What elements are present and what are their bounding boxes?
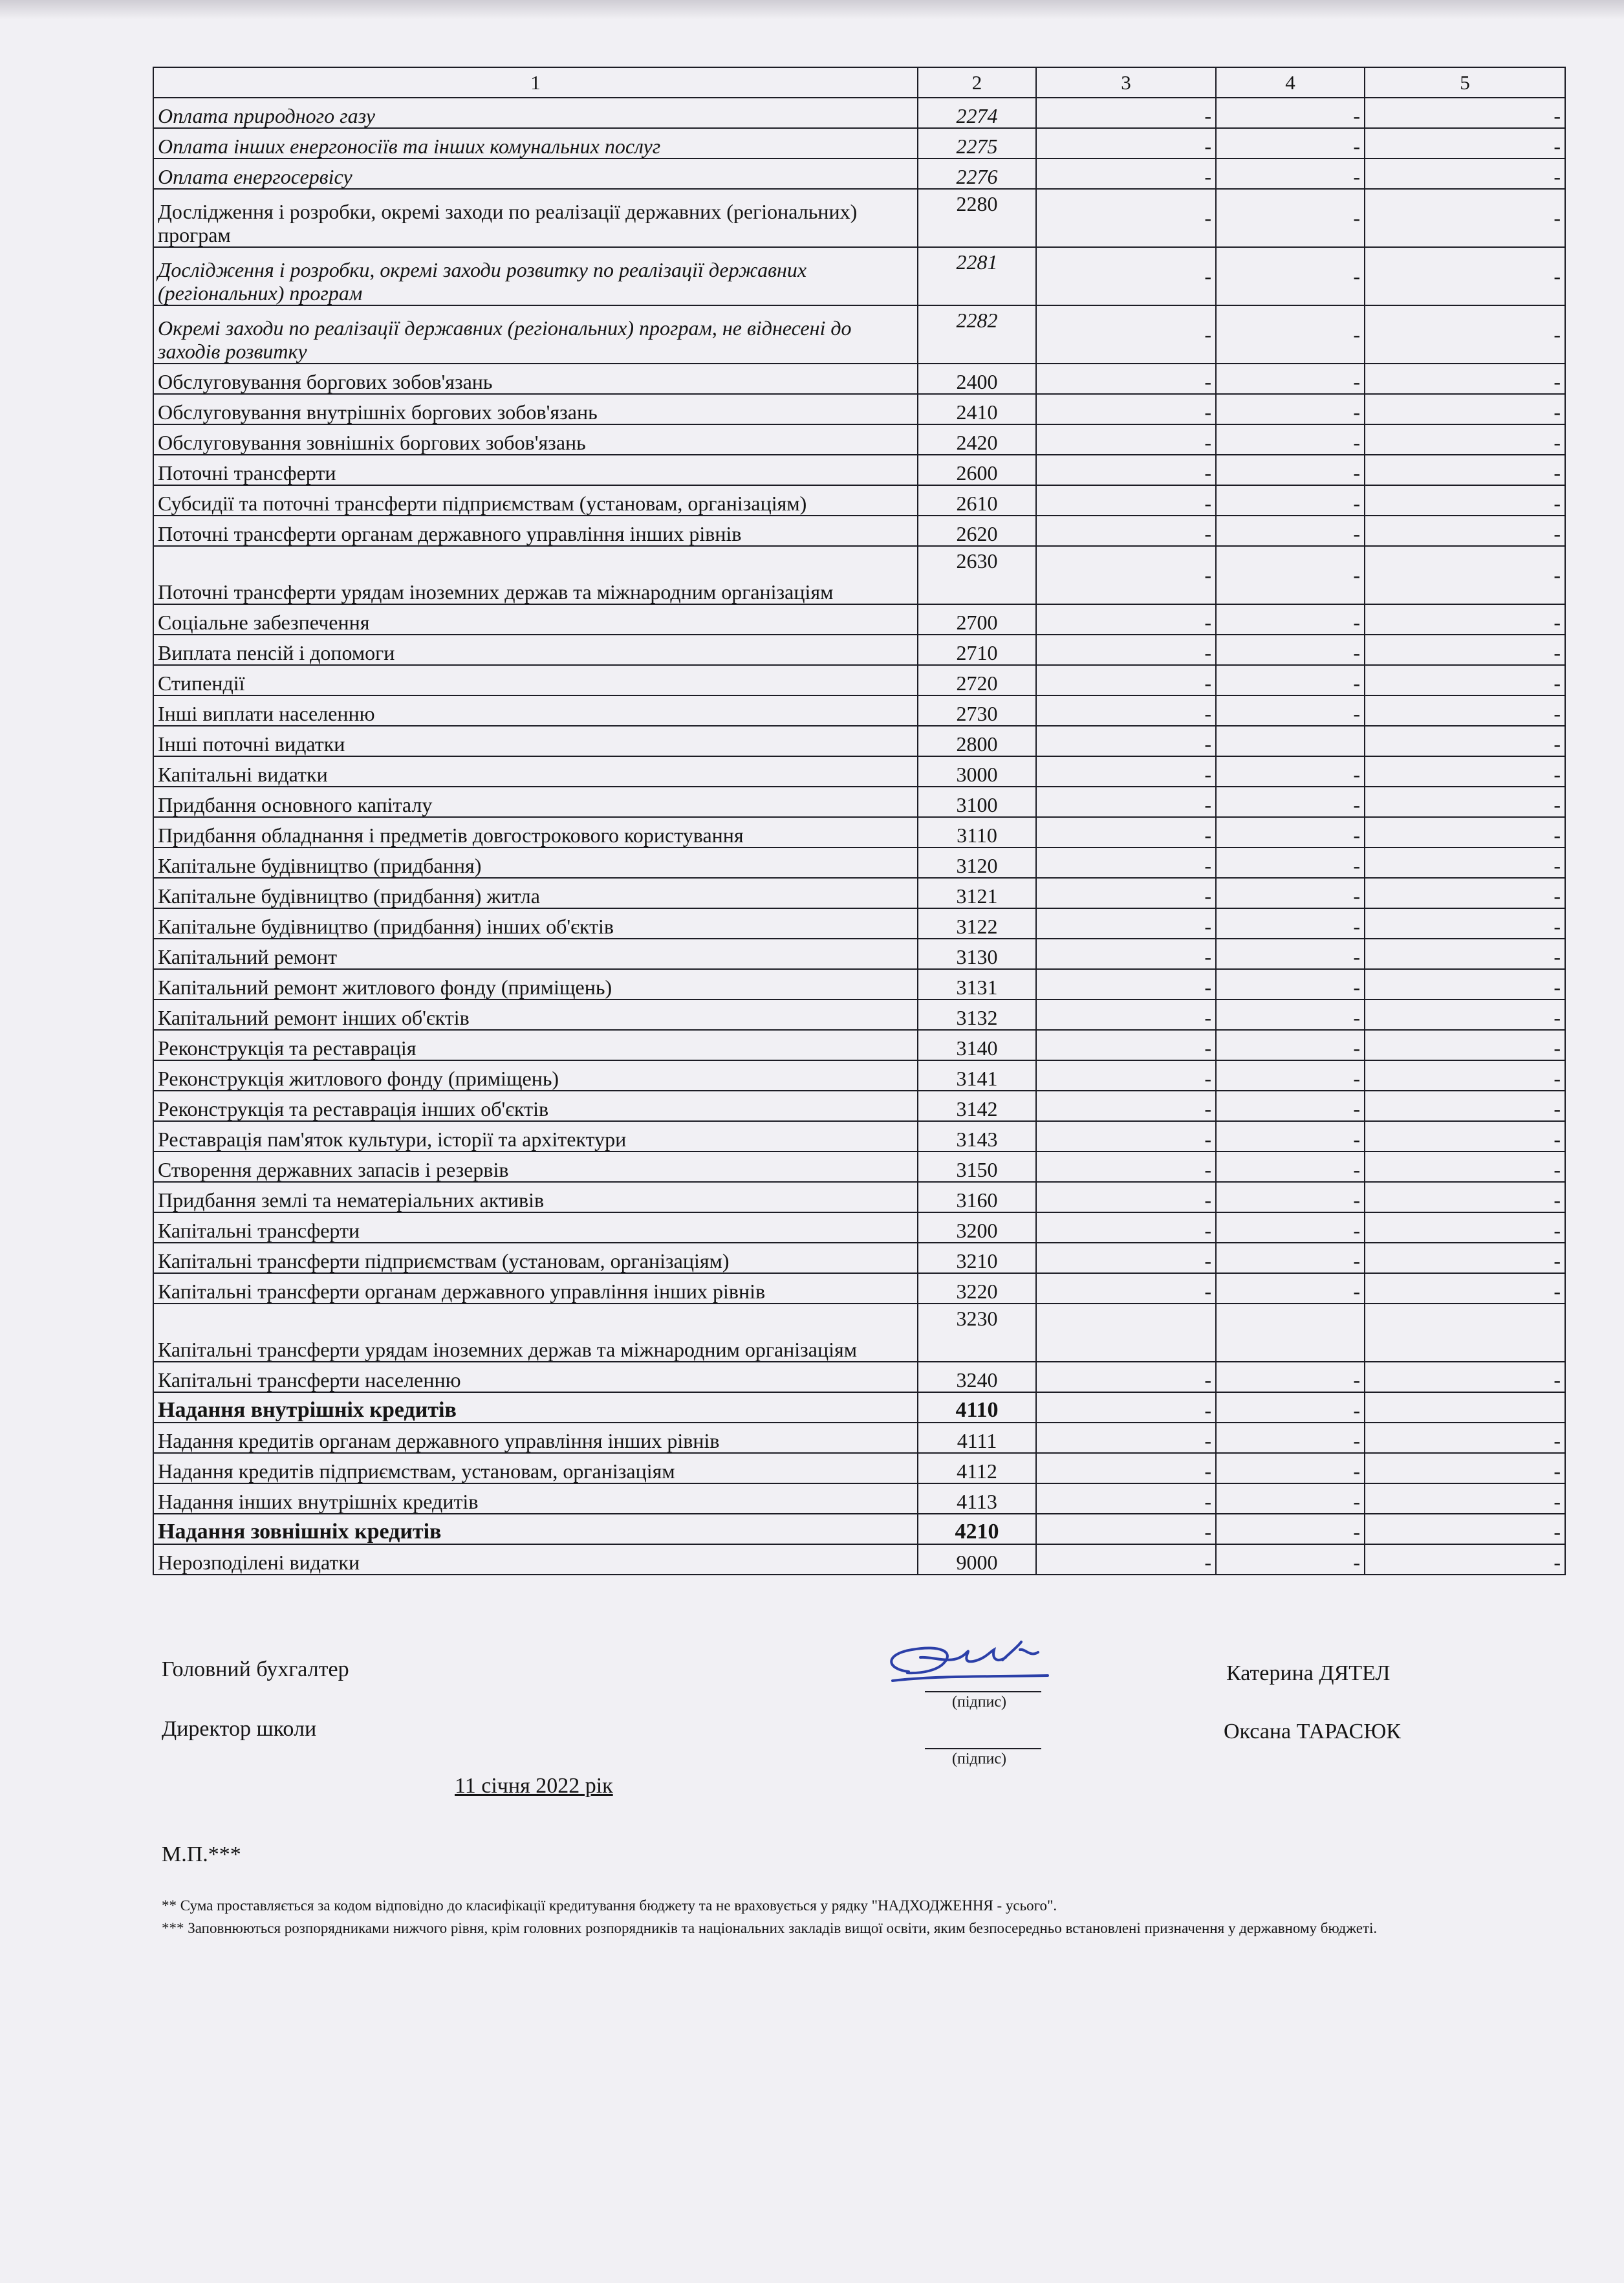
table-row (153, 1392, 1565, 1423)
row-value-col5: - (1365, 1212, 1565, 1243)
signature-caption: (підпис) (952, 1751, 1007, 1767)
row-name-cell: Поточні трансферти (153, 455, 918, 485)
row-code-cell: 3110 (918, 817, 1036, 847)
row-value-col3: - (1036, 1060, 1216, 1091)
row-code-cell: 3141 (918, 1060, 1036, 1091)
table-row (153, 1243, 1565, 1273)
row-value-col4: - (1216, 98, 1365, 128)
row-value-col4: - (1216, 847, 1365, 878)
row-value-col4: - (1216, 455, 1365, 485)
row-name-cell: Субсидії та поточні трансферти підприємствам (установам, організаціям) (153, 485, 918, 516)
row-value-col5: - (1365, 305, 1565, 364)
row-value-col5: - (1365, 1544, 1565, 1575)
expenditure-table (153, 67, 1566, 1575)
row-name-cell: Інші виплати населенню (153, 695, 918, 726)
row-value-col4: - (1216, 695, 1365, 726)
row-value-col3: - (1036, 1544, 1216, 1575)
table-row (153, 878, 1565, 908)
row-value-col3: - (1036, 1182, 1216, 1212)
row-value-col3: - (1036, 939, 1216, 969)
table-row (153, 817, 1565, 847)
footnote-2: *** Заповнюються розпорядниками нижчого рівня, крім головних розпорядників та національних закладів вищої освіти, яким безпосередньо встановлені призначення у державному бюджеті. (162, 1920, 1378, 1936)
row-value-col5: - (1365, 1362, 1565, 1392)
row-value-col5: - (1365, 546, 1565, 604)
row-code-cell: 2720 (918, 665, 1036, 695)
row-value-col3: - (1036, 158, 1216, 189)
row-value-col3: - (1036, 817, 1216, 847)
row-value-col4: - (1216, 424, 1365, 455)
table-row (153, 756, 1565, 787)
table-row (153, 1423, 1565, 1453)
row-value-col3: - (1036, 189, 1216, 247)
row-value-col5: - (1365, 189, 1565, 247)
row-value-col4: - (1216, 247, 1365, 305)
row-name-cell: Капітальні трансферти урядам іноземних держав та міжнародним організаціям (153, 1304, 918, 1362)
table-row (153, 1304, 1565, 1362)
row-value-col5: - (1365, 424, 1565, 455)
row-value-col5: - (1365, 1453, 1565, 1483)
row-value-col4: - (1216, 1453, 1365, 1483)
row-code-cell: 2282 (918, 305, 1036, 364)
row-value-col4: - (1216, 189, 1365, 247)
column-header: 2 (918, 67, 1036, 98)
row-code-cell: 2410 (918, 394, 1036, 424)
row-name-cell: Надання кредитів органам державного управління інших рівнів (153, 1423, 918, 1453)
row-code-cell: 4112 (918, 1453, 1036, 1483)
table-row (153, 908, 1565, 939)
row-value-col3: - (1036, 1423, 1216, 1453)
row-value-col5: - (1365, 665, 1565, 695)
row-name-cell: Капітальні видатки (153, 756, 918, 787)
row-value-col4: - (1216, 604, 1365, 635)
row-value-col3: - (1036, 128, 1216, 158)
row-value-col5: - (1365, 394, 1565, 424)
footnote-1: ** Сума проставляється за кодом відповідно до класифікації кредитування бюджету та не враховується у рядку "НАДХОДЖЕННЯ - усього". (162, 1897, 1057, 1914)
row-name-cell: Надання кредитів підприємствам, установам, організаціям (153, 1453, 918, 1483)
director-title: Директор школи (162, 1717, 317, 1741)
row-name-cell: Обслуговування боргових зобов'язань (153, 364, 918, 394)
table-row (153, 394, 1565, 424)
row-value-col4: - (1216, 1030, 1365, 1060)
row-value-col3: - (1036, 247, 1216, 305)
table-row (153, 247, 1565, 305)
row-value-col4: - (1216, 1544, 1365, 1575)
row-value-col5: - (1365, 726, 1565, 756)
row-value-col5: - (1365, 787, 1565, 817)
row-value-col3: - (1036, 908, 1216, 939)
row-value-col3: - (1036, 546, 1216, 604)
table-row (153, 1091, 1565, 1121)
row-name-cell: Поточні трансферти органам державного управління інших рівнів (153, 516, 918, 546)
row-value-col3: - (1036, 756, 1216, 787)
row-code-cell: 3140 (918, 1030, 1036, 1060)
table-header-row (153, 67, 1565, 98)
row-value-col3: - (1036, 98, 1216, 128)
row-code-cell: 2620 (918, 516, 1036, 546)
row-code-cell: 2610 (918, 485, 1036, 516)
table-row (153, 1453, 1565, 1483)
row-value-col3: - (1036, 455, 1216, 485)
table-row (153, 485, 1565, 516)
table-row (153, 695, 1565, 726)
table-row (153, 939, 1565, 969)
row-value-col4: - (1216, 1243, 1365, 1273)
table-row (153, 1182, 1565, 1212)
row-name-cell: Надання внутрішніх кредитів (153, 1392, 918, 1423)
row-name-cell: Капітальний ремонт житлового фонду (приміщень) (153, 969, 918, 999)
column-header: 3 (1036, 67, 1216, 98)
row-name-cell: Капітальні трансферти органам державного управління інших рівнів (153, 1273, 918, 1304)
row-value-col5 (1365, 1392, 1565, 1423)
table-row (153, 1483, 1565, 1514)
table-row (153, 1273, 1565, 1304)
row-code-cell: 3121 (918, 878, 1036, 908)
row-code-cell: 3131 (918, 969, 1036, 999)
row-value-col3: - (1036, 1392, 1216, 1423)
row-value-col3: - (1036, 695, 1216, 726)
row-name-cell: Стипендії (153, 665, 918, 695)
row-code-cell: 4111 (918, 1423, 1036, 1453)
row-value-col5: - (1365, 817, 1565, 847)
row-value-col4: - (1216, 516, 1365, 546)
row-value-col4: - (1216, 665, 1365, 695)
row-code-cell: 9000 (918, 1544, 1036, 1575)
row-value-col5: - (1365, 1121, 1565, 1152)
row-code-cell: 3142 (918, 1091, 1036, 1121)
row-name-cell: Придбання землі та нематеріальних активів (153, 1182, 918, 1212)
row-value-col4: - (1216, 1362, 1365, 1392)
row-value-col4: - (1216, 394, 1365, 424)
row-name-cell: Обслуговування внутрішніх боргових зобов'язань (153, 394, 918, 424)
row-value-col3: - (1036, 1483, 1216, 1514)
row-value-col4: - (1216, 1423, 1365, 1453)
row-name-cell: Оплата енергосервісу (153, 158, 918, 189)
row-value-col4: - (1216, 756, 1365, 787)
row-name-cell: Дослідження і розробки, окремі заходи розвитку по реалізації державних (регіональних) програм (153, 247, 918, 305)
row-value-col4: - (1216, 635, 1365, 665)
row-value-col3: - (1036, 1453, 1216, 1483)
table-row (153, 158, 1565, 189)
row-value-col4: - (1216, 817, 1365, 847)
row-value-col3: - (1036, 485, 1216, 516)
row-name-cell: Обслуговування зовнішніх боргових зобов'язань (153, 424, 918, 455)
row-code-cell: 3220 (918, 1273, 1036, 1304)
row-name-cell: Капітальні трансферти підприємствам (установам, організаціям) (153, 1243, 918, 1273)
row-value-col5: - (1365, 847, 1565, 878)
row-value-col4: - (1216, 485, 1365, 516)
row-value-col3: - (1036, 1121, 1216, 1152)
row-value-col4 (1216, 726, 1365, 756)
row-value-col5: - (1365, 1091, 1565, 1121)
row-value-col3: - (1036, 635, 1216, 665)
row-value-col4: - (1216, 1212, 1365, 1243)
row-value-col3: - (1036, 726, 1216, 756)
row-value-col5: - (1365, 939, 1565, 969)
row-value-col3: - (1036, 1212, 1216, 1243)
table-row (153, 455, 1565, 485)
row-name-cell: Створення державних запасів і резервів (153, 1152, 918, 1182)
row-code-cell: 3200 (918, 1212, 1036, 1243)
row-code-cell: 2730 (918, 695, 1036, 726)
row-value-col5: - (1365, 635, 1565, 665)
table-row (153, 1060, 1565, 1091)
row-code-cell: 3132 (918, 999, 1036, 1030)
row-value-col4: - (1216, 1514, 1365, 1544)
row-value-col5: - (1365, 485, 1565, 516)
row-code-cell: 2275 (918, 128, 1036, 158)
row-code-cell: 2700 (918, 604, 1036, 635)
table-row (153, 604, 1565, 635)
column-header: 5 (1365, 67, 1565, 98)
row-value-col3: - (1036, 969, 1216, 999)
row-value-col4: - (1216, 969, 1365, 999)
row-code-cell: 2630 (918, 546, 1036, 604)
row-name-cell: Реконструкція житлового фонду (приміщень) (153, 1060, 918, 1091)
row-value-col3: - (1036, 1273, 1216, 1304)
row-value-col5: - (1365, 908, 1565, 939)
table-row (153, 546, 1565, 604)
table-row (153, 999, 1565, 1030)
row-value-col3: - (1036, 847, 1216, 878)
table-row (153, 635, 1565, 665)
row-value-col3: - (1036, 999, 1216, 1030)
row-value-col4: - (1216, 158, 1365, 189)
row-code-cell: 3230 (918, 1304, 1036, 1362)
row-name-cell: Капітальний ремонт інших об'єктів (153, 999, 918, 1030)
row-name-cell: Капітальний ремонт (153, 939, 918, 969)
row-code-cell: 3210 (918, 1243, 1036, 1273)
row-name-cell: Дослідження і розробки, окремі заходи по реалізації державних (регіональних) програм (153, 189, 918, 247)
row-value-col4: - (1216, 128, 1365, 158)
row-value-col5: - (1365, 1152, 1565, 1182)
row-name-cell: Капітальне будівництво (придбання) (153, 847, 918, 878)
row-code-cell: 2280 (918, 189, 1036, 247)
table-row (153, 1514, 1565, 1544)
row-name-cell: Нерозподілені видатки (153, 1544, 918, 1575)
row-value-col3 (1036, 1304, 1216, 1362)
row-name-cell: Реставрація пам'яток культури, історії та архітектури (153, 1121, 918, 1152)
row-code-cell: 3000 (918, 756, 1036, 787)
table-row (153, 424, 1565, 455)
director-name: Оксана ТАРАСЮК (1224, 1720, 1401, 1743)
row-value-col3: - (1036, 516, 1216, 546)
table-row (153, 98, 1565, 128)
row-name-cell: Надання інших внутрішніх кредитів (153, 1483, 918, 1514)
row-value-col5: - (1365, 1243, 1565, 1273)
table-row (153, 1152, 1565, 1182)
row-code-cell: 2800 (918, 726, 1036, 756)
row-value-col5: - (1365, 1423, 1565, 1453)
row-value-col5: - (1365, 1483, 1565, 1514)
table-row (153, 1362, 1565, 1392)
row-code-cell: 2274 (918, 98, 1036, 128)
row-value-col5: - (1365, 1273, 1565, 1304)
table-row (153, 787, 1565, 817)
row-name-cell: Капітальне будівництво (придбання) житла (153, 878, 918, 908)
row-name-cell: Капітальні трансферти населенню (153, 1362, 918, 1392)
row-value-col5 (1365, 1304, 1565, 1362)
row-value-col5: - (1365, 158, 1565, 189)
row-value-col5: - (1365, 1030, 1565, 1060)
table-row (153, 847, 1565, 878)
row-value-col3: - (1036, 1030, 1216, 1060)
row-code-cell: 3122 (918, 908, 1036, 939)
row-code-cell: 2420 (918, 424, 1036, 455)
row-value-col5: - (1365, 1060, 1565, 1091)
row-value-col5: - (1365, 999, 1565, 1030)
row-value-col4: - (1216, 1392, 1365, 1423)
row-value-col5: - (1365, 756, 1565, 787)
row-value-col3: - (1036, 604, 1216, 635)
signature-caption: (підпис) (952, 1694, 1007, 1710)
handwritten-signature (883, 1638, 1051, 1690)
row-name-cell: Соціальне забезпечення (153, 604, 918, 635)
row-value-col5: - (1365, 1514, 1565, 1544)
chief-accountant-name: Катерина ДЯТЕЛ (1226, 1661, 1391, 1685)
row-code-cell: 3130 (918, 939, 1036, 969)
table-row (153, 1212, 1565, 1243)
row-value-col3: - (1036, 1514, 1216, 1544)
row-value-col5: - (1365, 516, 1565, 546)
table-row (153, 189, 1565, 247)
row-code-cell: 3240 (918, 1362, 1036, 1392)
row-value-col4: - (1216, 908, 1365, 939)
row-value-col5: - (1365, 878, 1565, 908)
row-value-col5: - (1365, 364, 1565, 394)
row-code-cell: 2281 (918, 247, 1036, 305)
table-row (153, 516, 1565, 546)
table-row (153, 969, 1565, 999)
row-code-cell: 3143 (918, 1121, 1036, 1152)
row-code-cell: 2710 (918, 635, 1036, 665)
table-row (153, 726, 1565, 756)
row-value-col3: - (1036, 1152, 1216, 1182)
row-name-cell: Поточні трансферти урядам іноземних держав та міжнародним організаціям (153, 546, 918, 604)
row-value-col5: - (1365, 604, 1565, 635)
table-row (153, 364, 1565, 394)
row-value-col5: - (1365, 455, 1565, 485)
stamp-place: М.П.*** (162, 1842, 241, 1866)
report-date: 11 січня 2022 рік (455, 1774, 613, 1798)
row-name-cell: Виплата пенсій і допомоги (153, 635, 918, 665)
row-name-cell: Придбання обладнання і предметів довгострокового користування (153, 817, 918, 847)
row-value-col3: - (1036, 1091, 1216, 1121)
row-name-cell: Оплата природного газу (153, 98, 918, 128)
row-name-cell: Капітальне будівництво (придбання) інших об'єктів (153, 908, 918, 939)
row-value-col4 (1216, 1304, 1365, 1362)
row-value-col4: - (1216, 878, 1365, 908)
row-name-cell: Придбання основного капіталу (153, 787, 918, 817)
row-value-col4: - (1216, 1060, 1365, 1091)
row-value-col5: - (1365, 695, 1565, 726)
row-value-col4: - (1216, 999, 1365, 1030)
row-value-col3: - (1036, 1362, 1216, 1392)
table-row (153, 1121, 1565, 1152)
row-value-col4: - (1216, 1152, 1365, 1182)
row-value-col5: - (1365, 128, 1565, 158)
row-value-col4: - (1216, 787, 1365, 817)
row-value-col3: - (1036, 364, 1216, 394)
row-value-col3: - (1036, 424, 1216, 455)
row-value-col3: - (1036, 787, 1216, 817)
row-value-col3: - (1036, 878, 1216, 908)
row-value-col4: - (1216, 1182, 1365, 1212)
row-value-col4: - (1216, 364, 1365, 394)
row-value-col4: - (1216, 546, 1365, 604)
row-value-col5: - (1365, 1182, 1565, 1212)
row-code-cell: 3120 (918, 847, 1036, 878)
row-value-col4: - (1216, 1483, 1365, 1514)
signature-line (925, 1748, 1041, 1749)
row-value-col3: - (1036, 305, 1216, 364)
row-code-cell: 3150 (918, 1152, 1036, 1182)
row-code-cell: 4210 (918, 1514, 1036, 1544)
row-name-cell: Інші поточні видатки (153, 726, 918, 756)
table-row (153, 305, 1565, 364)
row-value-col4: - (1216, 1273, 1365, 1304)
row-name-cell: Реконструкція та реставрація (153, 1030, 918, 1060)
row-name-cell: Капітальні трансферти (153, 1212, 918, 1243)
row-name-cell: Надання зовнішніх кредитів (153, 1514, 918, 1544)
row-value-col3: - (1036, 394, 1216, 424)
row-value-col3: - (1036, 1243, 1216, 1273)
row-value-col4: - (1216, 1091, 1365, 1121)
row-value-col4: - (1216, 305, 1365, 364)
column-header: 4 (1216, 67, 1365, 98)
table-row (153, 1030, 1565, 1060)
row-code-cell: 4113 (918, 1483, 1036, 1514)
scan-edge-shadow (0, 0, 1624, 19)
row-value-col4: - (1216, 939, 1365, 969)
signature-line (925, 1691, 1041, 1692)
table-row (153, 128, 1565, 158)
row-value-col5: - (1365, 969, 1565, 999)
row-code-cell: 4110 (918, 1392, 1036, 1423)
table-row (153, 1544, 1565, 1575)
row-name-cell: Окремі заходи по реалізації державних (регіональних) програм, не віднесені до заходів розвитку (153, 305, 918, 364)
row-code-cell: 2276 (918, 158, 1036, 189)
row-value-col5: - (1365, 247, 1565, 305)
row-code-cell: 3160 (918, 1182, 1036, 1212)
table-row (153, 665, 1565, 695)
chief-accountant-title: Головний бухгалтер (162, 1657, 349, 1681)
column-header: 1 (153, 67, 918, 98)
row-code-cell: 2600 (918, 455, 1036, 485)
row-value-col5: - (1365, 98, 1565, 128)
row-code-cell: 3100 (918, 787, 1036, 817)
row-name-cell: Оплата інших енергоносіїв та інших комунальних послуг (153, 128, 918, 158)
row-name-cell: Реконструкція та реставрація інших об'єктів (153, 1091, 918, 1121)
row-value-col4: - (1216, 1121, 1365, 1152)
row-value-col3: - (1036, 665, 1216, 695)
row-code-cell: 2400 (918, 364, 1036, 394)
